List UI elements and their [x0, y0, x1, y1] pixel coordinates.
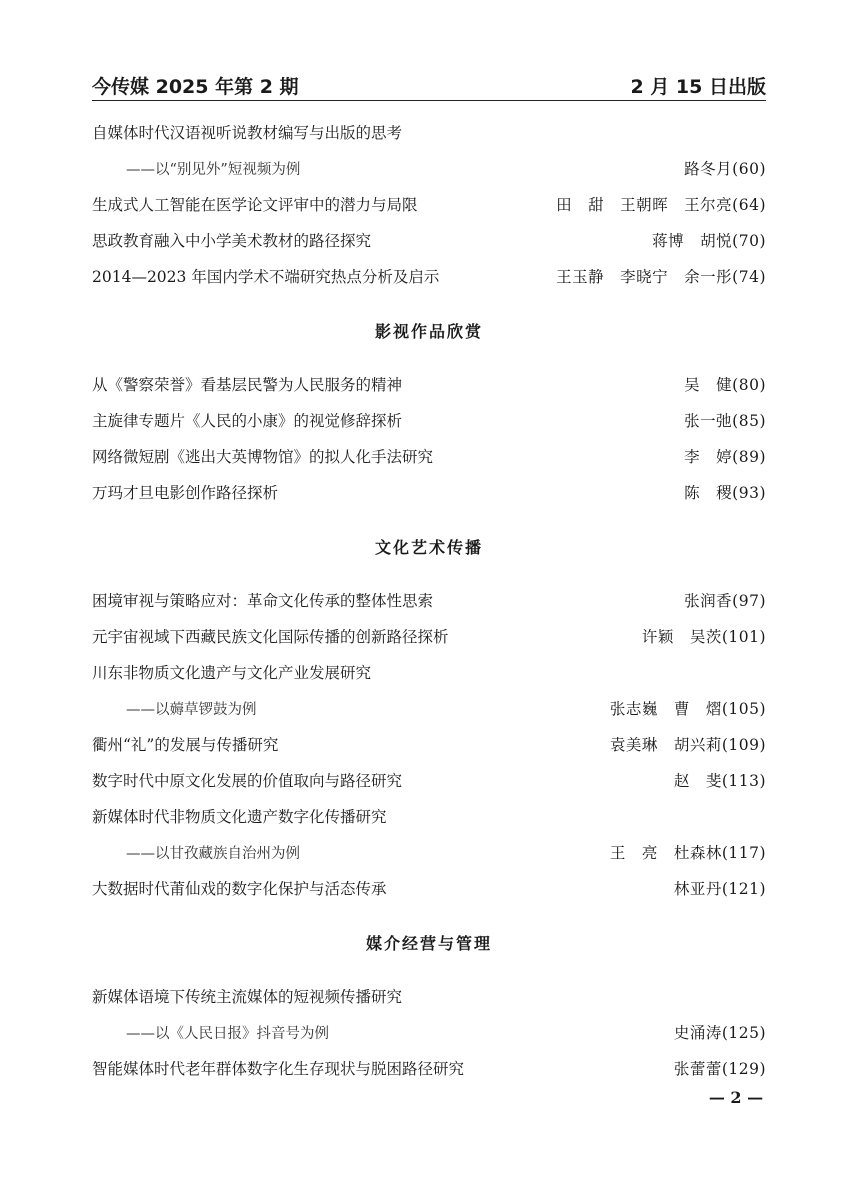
entry-title: 思政教育融入中小学美术教材的路径探究	[92, 232, 372, 250]
section-heading: 文化艺术传播	[374, 537, 483, 557]
toc-entry[interactable]	[92, 402, 766, 438]
toc-entry[interactable]	[92, 582, 766, 618]
entry-author-page: 王 亮 杜森林(117)	[609, 844, 766, 862]
toc-entry[interactable]	[92, 258, 766, 294]
entry-title: 数字时代中原文化发展的价值取向与路径研究	[92, 772, 403, 790]
page-number: — 2 —	[708, 1088, 764, 1107]
entry-title: 困境审视与策略应对：革命文化传承的整体性思索	[92, 592, 434, 610]
toc-entry[interactable]	[92, 1050, 766, 1086]
toc-entry[interactable]	[92, 186, 766, 222]
running-header	[92, 72, 766, 99]
entry-author-page: 张志巍 曹 熠(105)	[609, 700, 766, 718]
entry-title: 2014—2023 年国内学术不端研究热点分析及启示	[92, 268, 440, 286]
publish-date: 2 月 15 日出版	[630, 76, 766, 98]
toc-entry[interactable]	[92, 438, 766, 474]
entry-title: 大数据时代莆仙戏的数字化保护与活态传承	[92, 880, 387, 898]
entry-author-page: 吴 健(80)	[684, 376, 766, 394]
toc-subtitle-row[interactable]	[92, 150, 766, 186]
header-rule	[92, 100, 766, 101]
entry-title: 新媒体语境下传统主流媒体的短视频传播研究	[92, 988, 403, 1006]
entry-title: 网络微短剧《逃出大英博物馆》的拟人化手法研究	[92, 448, 434, 466]
entry-author-page: 田 甜 王朝晖 王尔亮(64)	[556, 196, 766, 214]
entry-author-page: 陈 稷(93)	[684, 484, 766, 502]
toc-entry[interactable]	[92, 114, 766, 150]
entry-title: 新媒体时代非物质文化遗产数字化传播研究	[92, 808, 387, 826]
entry-author-page: 许颖 吴茨(101)	[641, 628, 766, 646]
entry-subtitle: ——以甘孜藏族自治州为例	[126, 845, 300, 862]
entry-author-page: 张蕾蕾(129)	[673, 1060, 766, 1078]
entry-author-page: 蒋博 胡悦(70)	[652, 232, 766, 250]
toc-entry[interactable]	[92, 618, 766, 654]
journal-issue: 今传媒 2025 年第 2 期	[92, 76, 299, 98]
entry-title: 元宇宙视域下西藏民族文化国际传播的创新路径探析	[92, 628, 449, 646]
toc-entry[interactable]	[92, 366, 766, 402]
entry-title: 自媒体时代汉语视听说教材编写与出版的思考	[92, 124, 403, 142]
entry-author-page: 李 婷(89)	[684, 448, 766, 466]
entry-author-page: 王玉静 李晓宁 余一彤(74)	[556, 268, 766, 286]
entry-title: 从《警察荣誉》看基层民警为人民服务的精神	[92, 376, 403, 394]
entry-author-page: 林亚丹(121)	[673, 880, 766, 898]
entry-author-page: 史涌涛(125)	[673, 1024, 766, 1042]
section-heading: 影视作品欣赏	[374, 321, 483, 341]
toc-subtitle-row[interactable]	[92, 834, 766, 870]
entry-title: 衢州“礼”的发展与传播研究	[92, 736, 279, 754]
toc-entry[interactable]	[92, 762, 766, 798]
toc-entry[interactable]	[92, 726, 766, 762]
toc-subtitle-row[interactable]	[92, 1014, 766, 1050]
section-heading: 媒介经营与管理	[365, 933, 492, 953]
entry-subtitle: ——以《人民日报》抖音号为例	[126, 1025, 329, 1042]
toc-entry[interactable]	[92, 654, 766, 690]
toc-subtitle-row[interactable]	[92, 690, 766, 726]
entry-title: 主旋律专题片《人民的小康》的视觉修辞探析	[92, 412, 403, 430]
entry-author-page: 赵 斐(113)	[673, 772, 766, 790]
toc-entry[interactable]	[92, 474, 766, 510]
entry-title: 万玛才旦电影创作路径探析	[92, 484, 279, 502]
entry-title: 川东非物质文化遗产与文化产业发展研究	[92, 664, 372, 682]
entry-author-page: 路冬月(60)	[684, 160, 766, 178]
toc-entry[interactable]	[92, 222, 766, 258]
toc-entry[interactable]	[92, 978, 766, 1014]
toc-entry[interactable]	[92, 798, 766, 834]
table-of-contents	[92, 114, 766, 1086]
entry-subtitle: ——以“别见外”短视频为例	[126, 161, 301, 178]
entry-title: 生成式人工智能在医学论文评审中的潜力与局限	[92, 196, 418, 214]
entry-author-page: 张一弛(85)	[684, 412, 766, 430]
entry-title: 智能媒体时代老年群体数字化生存现状与脱困路径研究	[92, 1060, 465, 1078]
entry-author-page: 张润香(97)	[684, 592, 766, 610]
entry-subtitle: ——以薅草锣鼓为例	[126, 701, 257, 718]
toc-entry[interactable]	[92, 870, 766, 906]
entry-author-page: 袁美琳 胡兴莉(109)	[609, 736, 766, 754]
